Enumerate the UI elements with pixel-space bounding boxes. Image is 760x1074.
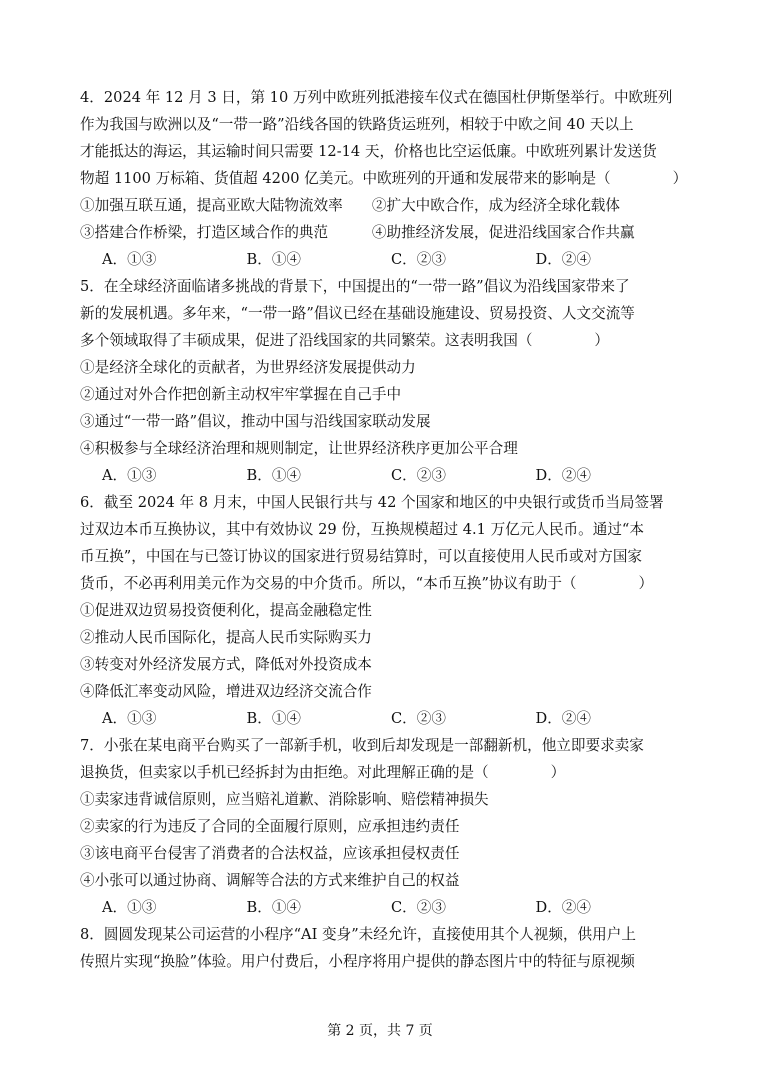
question-stem-line	[80, 732, 680, 759]
stem-text: 4．2024 年 12 月 3 日，第 10 万列中欧班列抵港接车仪式在德国杜伊斯堡举行。中欧班列	[80, 89, 673, 106]
question-stem-line	[80, 570, 680, 597]
stem-text: 5．在全球经济面临诸多挑战的背景下，中国提出的“一带一路”倡议为沿线国家带来了	[80, 278, 630, 295]
answer-options	[80, 462, 680, 489]
question-stem-line	[80, 489, 680, 516]
statement-item: ①促进双边贸易投资便利化，提高金融稳定性	[80, 602, 372, 619]
answer-option[interactable]: C．②③	[391, 467, 446, 484]
statement-item: ②卖家的行为违反了合同的全面履行原则，应承担违约责任	[80, 818, 460, 835]
answer-option[interactable]: B．①④	[246, 467, 302, 484]
statement-item: ①加强互联互通，提高亚欧大陆物流效率 ②扩大中欧合作，成为经济全球化载体	[80, 197, 620, 214]
answer-option[interactable]: B．①④	[246, 251, 302, 268]
answer-option[interactable]: B．①④	[246, 710, 302, 727]
page-footer: 第 2 页，共 7 页	[327, 1023, 433, 1039]
answer-option[interactable]: C．②③	[391, 710, 446, 727]
statement-item: ③通过“一带一路”倡议，推动中国与沿线国家联动发展	[80, 413, 431, 430]
question-stem-line	[80, 273, 680, 300]
answer-option[interactable]: D．②④	[535, 899, 591, 916]
stem-text: 7．小张在某电商平台购买了一部新手机，收到后却发现是一部翻新机，他立即要求卖家	[80, 737, 644, 754]
stem-text: 才能抵达的海运，其运输时间只需要 12-14 天，价格也比空运低廉。中欧班列累计发送货	[80, 143, 657, 160]
question-stem-line	[80, 111, 680, 138]
question-stem-line	[80, 300, 680, 327]
answer-options	[80, 705, 680, 732]
statement-item: ②推动人民币国际化，提高人民币实际购买力	[80, 629, 372, 646]
statement-item: ④小张可以通过协商、调解等合法的方式来维护自己的权益	[80, 872, 460, 889]
question-block	[80, 84, 688, 273]
stem-text: 8．圆圆发现某公司运营的小程序“AI 变身”未经允许，直接使用其个人视频，供用户上	[80, 926, 636, 943]
statement-item: ③该电商平台侵害了消费者的合法权益，应该承担侵权责任	[80, 845, 460, 862]
question-stem-line	[80, 948, 680, 975]
answer-option[interactable]: B．①④	[246, 899, 302, 916]
question-stem-line	[80, 327, 680, 354]
statement-item: ③转变对外经济发展方式，降低对外投资成本	[80, 656, 372, 673]
answer-option[interactable]: A．①③	[102, 710, 157, 727]
answer-option[interactable]: A．①③	[102, 899, 157, 916]
statement-item: ①卖家违背诚信原则，应当赔礼道歉、消除影响、赔偿精神损失	[80, 791, 489, 808]
question-block	[80, 273, 680, 489]
stem-text: 过双边本币互换协议，其中有效协议 29 份，互换规模超过 4.1 万亿元人民币。通过“本	[80, 521, 644, 538]
statement-item: ③搭建合作桥梁，打造区域合作的典范 ④助推经济发展，促进沿线国家合作共赢	[80, 224, 635, 241]
statement-item: ①是经济全球化的贡献者，为世界经济发展提供动力	[80, 359, 416, 376]
stem-text: 币互换”，中国在与已签订协议的国家进行贸易结算时，可以直接使用人民币或对方国家	[80, 548, 643, 565]
question-stem-line	[80, 138, 680, 165]
answer-option[interactable]: A．①③	[102, 251, 157, 268]
stem-text: 物超 1100 万标箱、货值超 4200 亿美元。中欧班列的开通和发展带来的影响是（	[80, 170, 611, 187]
answer-paren-close: ）	[594, 332, 610, 349]
statement-item: ④积极参与全球经济治理和规则制定，让世界经济秩序更加公平合理	[80, 440, 518, 457]
statement-item: ④降低汇率变动风险，增进双边经济交流合作	[80, 683, 372, 700]
question-stem-line	[80, 516, 680, 543]
stem-text: 6．截至 2024 年 8 月末，中国人民银行共与 42 个国家和地区的中央银行或货币当局签署	[80, 494, 664, 511]
answer-options	[80, 894, 680, 921]
stem-text: 退换货，但卖家以手机已经拆封为由拒绝。对此理解正确的是（	[80, 764, 489, 781]
stem-text: 作为我国与欧洲以及“一带一路”沿线各国的铁路货运班列，相较于中欧之间 40 天以上	[80, 116, 634, 133]
answer-option[interactable]: D．②④	[535, 710, 591, 727]
stem-text: 多个领域取得了丰硕成果，促进了沿线国家的共同繁荣。这表明我国（	[80, 332, 533, 349]
question-stem-line	[80, 543, 680, 570]
answer-option[interactable]: D．②④	[535, 251, 591, 268]
answer-paren-close: ）	[550, 764, 566, 781]
stem-text: 新的发展机遇。多年来，“一带一路”倡议已经在基础设施建设、贸易投资、人文交流等	[80, 305, 635, 322]
question-stem-line	[80, 921, 680, 948]
question-list	[80, 84, 688, 975]
answer-paren-close: ）	[638, 575, 654, 592]
question-stem-line	[80, 84, 680, 111]
answer-options	[80, 246, 680, 273]
stem-text: 货币，不必再利用美元作为交易的中介货币。所以，“本币互换”协议有助于（	[80, 575, 577, 592]
answer-paren-close: ）	[672, 170, 688, 187]
question-stem-line	[80, 759, 680, 786]
answer-option[interactable]: A．①③	[102, 467, 157, 484]
statement-item: ②通过对外合作把创新主动权牢牢掌握在自己手中	[80, 386, 402, 403]
answer-option[interactable]: D．②④	[535, 467, 591, 484]
answer-option[interactable]: C．②③	[391, 251, 446, 268]
answer-option[interactable]: C．②③	[391, 899, 446, 916]
stem-text: 传照片实现“换脸”体验。用户付费后，小程序将用户提供的静态图片中的特征与原视频	[80, 953, 635, 970]
question-block	[80, 921, 680, 975]
question-block	[80, 732, 680, 921]
question-stem-line	[80, 165, 688, 192]
question-block	[80, 489, 680, 732]
